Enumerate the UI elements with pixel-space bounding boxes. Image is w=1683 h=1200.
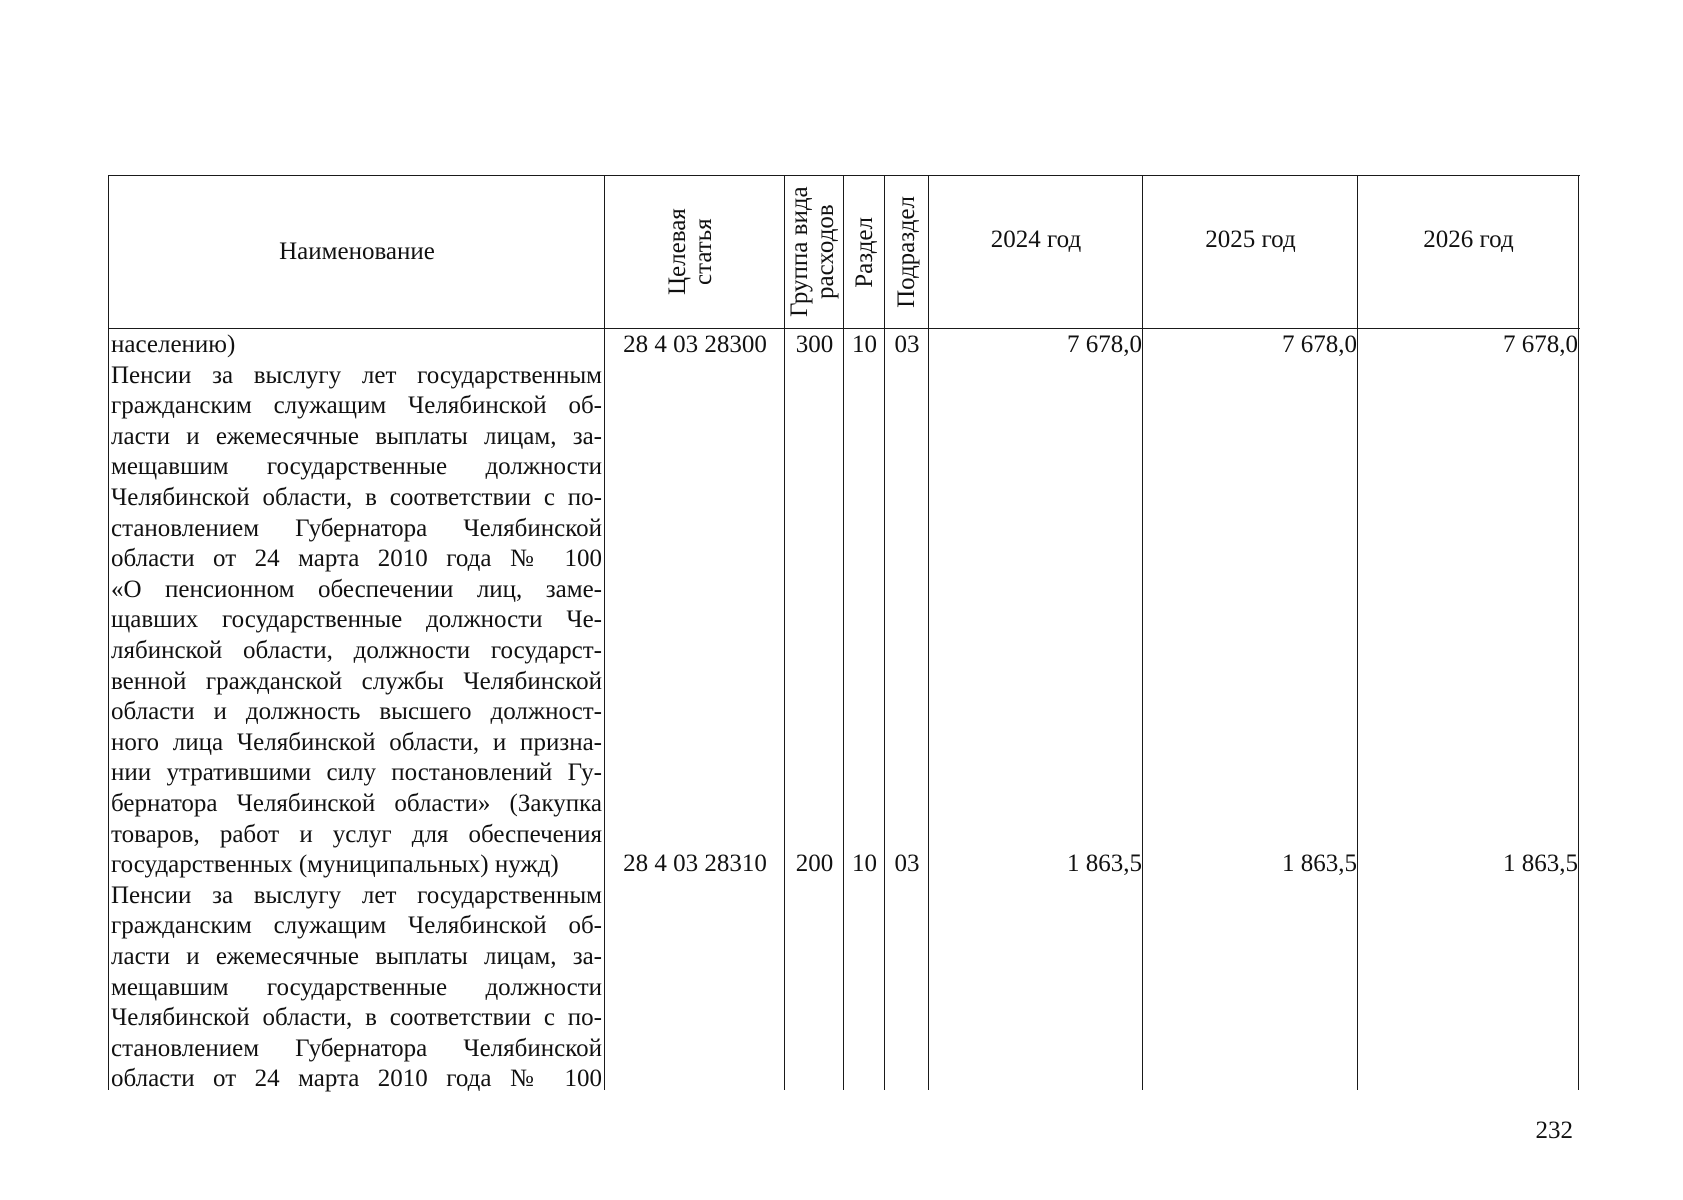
name-line: становлением Губернатора Челябинской [111,1034,602,1062]
name-line: Челябинской области, в соответствии с по- [111,484,602,511]
row1-subsection: 03 [894,331,920,358]
header-subsection-label: Подраздел [893,196,920,308]
name-line: мещавшим государственные должности [111,973,602,1001]
name-line: щавших государственные должности Че- [111,606,602,634]
header-2025-label: 2025 год [1205,226,1296,253]
row1-expense-group: 300 [795,331,834,358]
name-line: ного лица Челябинской области, и призна- [111,728,602,756]
name-line: лябинской области, должности государст- [111,637,602,664]
row1-year-2024: 7 678,0 [1067,331,1142,358]
row2-year-2024: 1 863,5 [1067,850,1142,877]
col-divider-name [604,175,605,1090]
col-divider-group [843,175,844,1090]
header-2026-label: 2026 год [1423,226,1514,253]
name-line: ласти и ежемесячные выплаты лицам, за- [111,943,602,970]
header-2025 [1144,190,1357,290]
row2-year-2026: 1 863,5 [1503,850,1578,877]
col-divider-section [884,175,885,1090]
name-line: гражданским служащим Челябинской об- [111,392,602,420]
name-line: бернатора Челябинской области» (Закупка [111,790,602,817]
name-line: гражданским служащим Челябинской об- [111,912,602,940]
name-line: Пенсии за выслугу лет государственным [111,361,602,389]
header-2024-label: 2024 год [990,226,1082,253]
header-expense-group-label: Группа вида расходов [785,186,839,318]
header-target-article [606,176,784,328]
row1-year-2026: 7 678,0 [1503,331,1578,358]
row1-year-2025: 7 678,0 [1282,331,1357,358]
name-line: мещавшим государственные должности [111,453,602,481]
table-right-border [1578,175,1579,1090]
name-line: товаров, работ и услуг для обеспечения [111,820,602,848]
name-line: становлением Губернатора Челябинской [111,514,602,542]
header-subsection [886,176,928,328]
header-name [110,176,604,328]
page-number: 232 [1535,1117,1573,1144]
header-expense-group [786,176,843,328]
row2-target-article: 28 4 03 28310 [623,850,767,877]
name-line: венной гражданской службы Челябинской [111,667,602,695]
col-divider-2025 [1357,175,1358,1090]
name-line: населению) [111,331,236,358]
name-line: «О пенсионном обеспечении лиц, заме- [111,575,602,603]
row1-section: 10 [852,331,877,358]
name-line: государственных (муниципальных) нужд) [111,851,559,879]
name-line: Пенсии за выслугу лет государственным [111,881,602,909]
col-divider-article [784,175,785,1090]
header-target-article-label: Целевая статья [664,208,717,296]
col-divider-2024 [1142,175,1143,1090]
row1-target-article: 28 4 03 28300 [623,331,767,358]
table-left-border [108,175,109,1090]
row2-section: 10 [852,850,877,877]
name-line: нии утратившими силу постановлений Гу- [111,759,602,787]
row2-subsection: 03 [894,850,920,877]
header-name-label: Наименование [279,238,435,265]
name-line: ласти и ежемесячные выплаты лицам, за- [111,422,602,450]
col-divider-subsection [928,175,929,1090]
name-line: области от 24 марта 2010 года № 100 [111,545,602,573]
header-2026 [1359,190,1578,290]
row2-year-2025: 1 863,5 [1282,850,1357,877]
header-2024 [930,190,1142,290]
row2-expense-group: 200 [795,850,834,877]
header-bottom-border [108,328,1580,329]
name-line: области и должность высшего должност- [111,698,602,726]
name-line: области от 24 марта 2010 года № 100 [111,1065,602,1093]
name-line: Челябинской области, в соответствии с по- [111,1004,602,1032]
header-section-label: Раздел [850,216,878,288]
header-section [845,176,884,328]
